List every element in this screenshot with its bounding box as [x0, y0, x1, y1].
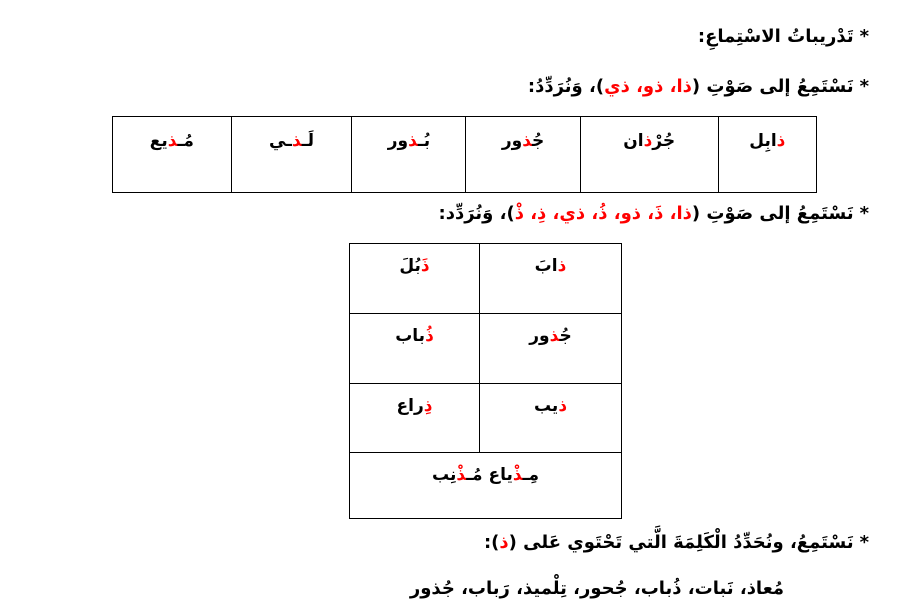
instruction-1	[528, 76, 869, 97]
table-row	[350, 244, 622, 314]
word-cell: ذَبُلَ	[350, 244, 480, 314]
section-heading	[698, 26, 869, 47]
instruction-2-after: )، وَنُرَدِّد:	[438, 203, 515, 224]
word-cell: مُـذيع	[113, 117, 232, 193]
word-cell: بُـذور	[352, 117, 466, 193]
instruction-2	[439, 203, 869, 224]
instruction-2-before: نَسْتَمِعُ إلى صَوْتِ (	[691, 203, 854, 224]
table-row	[350, 383, 622, 453]
bullet-star: *	[859, 26, 869, 47]
words-table-2	[349, 243, 622, 519]
instruction-3-after: ):	[483, 532, 500, 553]
instruction-2-sounds: ذا، ذَ، ذو، ذُ، ذي، ذِ، ذْ	[514, 203, 692, 224]
bullet-star: *	[859, 76, 869, 97]
word-cell: ذِراع	[350, 383, 480, 453]
table-row	[350, 313, 622, 383]
instruction-1-before: نَسْتَمِعُ إلى صَوْتِ (	[691, 76, 854, 97]
instruction-3	[484, 532, 869, 553]
word-cell: جُرْذان	[580, 117, 718, 193]
words-table-1	[112, 116, 817, 193]
bullet-star: *	[859, 532, 869, 553]
instruction-1-after: )، وَنُرَدِّدُ:	[527, 76, 605, 97]
word-cell: لَـذـي	[231, 117, 352, 193]
heading-text: تَدْريباتُ الاسْتِماعِ:	[697, 26, 854, 47]
instruction-3-before: نَسْتَمِعُ، ونُحَدِّدُ الْكَلِمَةَ الَّتي تَحْتَوي عَلى (	[508, 532, 854, 553]
word-cell: جُذور	[466, 117, 580, 193]
word-cell: ذابَ	[480, 244, 622, 314]
table-row	[113, 117, 817, 193]
word-list: مُعاذ، نَبات، ذُباب، جُحور، تِلْميذ، رَباب، جُذور	[409, 578, 784, 599]
instruction-1-sounds: ذا، ذو، ذي	[604, 76, 692, 97]
word-cell: ذُباب	[350, 313, 480, 383]
word-cell: ذابِل	[718, 117, 816, 193]
word-cell: ذيب	[480, 383, 622, 453]
word-cell: جُذور	[480, 313, 622, 383]
table-row	[350, 453, 622, 519]
bullet-star: *	[859, 203, 869, 224]
instruction-3-letter: ذ	[499, 532, 509, 553]
word-cell-wide: مِـذْياع مُـذْنِب	[350, 453, 622, 519]
